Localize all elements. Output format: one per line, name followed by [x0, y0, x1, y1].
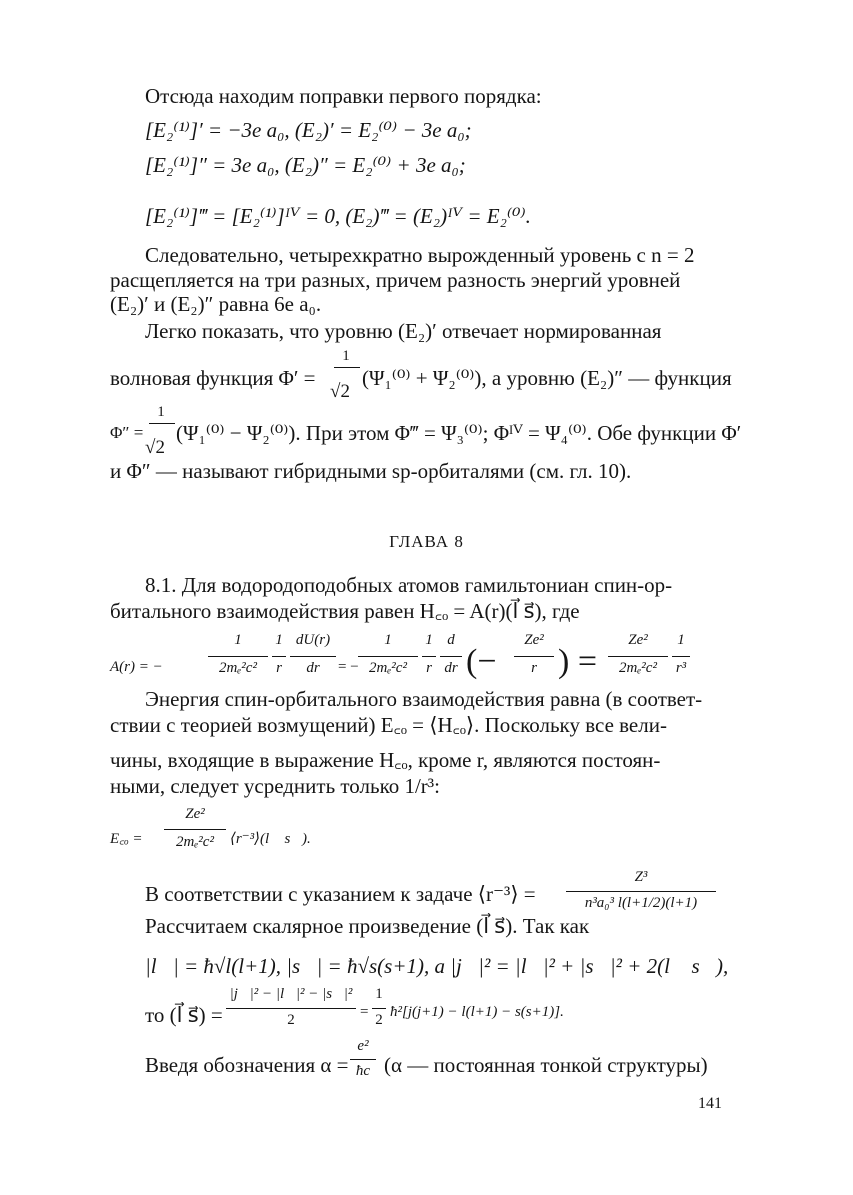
fraction-bar	[422, 656, 436, 657]
fraction-numerator: 1	[234, 632, 242, 648]
fraction-denominator: r	[276, 660, 282, 676]
fraction-bar	[350, 1059, 376, 1060]
text-line: Φ″ =	[110, 423, 144, 442]
fraction-denominator: dr	[306, 660, 320, 676]
fraction-bar	[372, 1008, 386, 1009]
equation-line: |l⃗| = ħ√l(l+1), |s⃗| = ħ√s(s+1), а |j⃗|² = |l⃗|² + |s⃗|² + 2(l⃗ s⃗),	[145, 954, 729, 978]
text-line: то (l⃗ s⃗) =	[145, 1003, 223, 1027]
text-line: (α — постоянная тонкой структуры)	[384, 1053, 708, 1077]
equation-line: [E₂⁽¹⁾]″ = 3e a₀, (E₂)″ = E₂⁽⁰⁾ + 3e a₀;	[145, 153, 466, 177]
text-line: волновая функция Φ′ =	[110, 366, 316, 390]
formula-label: A(r) = −	[110, 659, 163, 675]
fraction-bar	[164, 829, 226, 830]
text-line: 8.1. Для водородоподобных атомов гамильтониан спин-ор-	[145, 573, 673, 597]
fraction-bar	[358, 656, 418, 657]
text-line: Отсюда находим поправки первого порядка:	[145, 84, 542, 108]
text-line: расщепляется на три разных, причем разность энергий уровней	[110, 268, 681, 292]
equals-sign: =	[360, 1004, 369, 1020]
fraction-denominator: n³a₀³ l(l+1/2)(l+1)	[584, 895, 698, 911]
fraction-numerator: 1	[342, 348, 350, 364]
fraction-denominator: 2	[375, 1012, 383, 1028]
fraction-bar	[566, 891, 716, 892]
formula-tail: ⟨r⁻³⟩(l⃗ s⃗).	[230, 831, 311, 847]
fraction-bar	[672, 656, 690, 657]
fraction-bar	[149, 423, 175, 424]
equation-line: [E₂⁽¹⁾]‴ = [E₂⁽¹⁾]ᴵⱽ = 0, (E₂)‴ = (E₂)ᴵⱽ = E₂⁽⁰⁾.	[145, 204, 531, 228]
equation-line: [E₂⁽¹⁾]′ = −3e a₀, (E₂)′ = E₂⁽⁰⁾ − 3e a₀;	[145, 118, 472, 142]
fraction-denominator: 2mₑ²c²	[619, 660, 657, 676]
fraction-numerator: 1	[275, 632, 283, 648]
fraction-numerator: 1	[677, 632, 685, 648]
fraction-denominator: 2mₑ²c²	[369, 660, 407, 676]
fraction-denominator: r	[426, 660, 432, 676]
fraction-numerator: 1	[425, 632, 433, 648]
fraction-numerator: dU(r)	[295, 632, 331, 648]
fraction-denominator: 2mₑ²c²	[176, 834, 214, 850]
equals-sign: = −	[338, 659, 359, 675]
formula-tail: ħ²[j(j+1) − l(l+1) − s(s+1)].	[390, 1004, 564, 1020]
text-line: (Ψ₁⁽⁰⁾ + Ψ₂⁽⁰⁾), а уровню (E₂)″ — функция	[362, 366, 732, 390]
text-line: Рассчитаем скалярное произведение (l⃗ s⃗). Так как	[145, 914, 590, 938]
formula-label: E꜀ₒ =	[110, 831, 143, 847]
fraction-bar	[272, 656, 286, 657]
fraction-denominator: 2mₑ²c²	[219, 660, 257, 676]
fraction-numerator: Ze²	[524, 632, 544, 648]
fraction-numerator: Z³	[634, 869, 648, 885]
text-line: Легко показать, что уровню (E₂)′ отвечает нормированная	[145, 319, 662, 343]
text-line: ствии с теорией возмущений) E꜀ₒ = ⟨H꜀ₒ⟩. Поскольку все вели-	[110, 713, 667, 737]
open-paren: (−	[466, 643, 497, 680]
text-line: В соответствии с указанием к задаче ⟨r⁻³⟩ =	[145, 882, 536, 906]
page-number: 141	[698, 1095, 722, 1112]
text-line: Энергия спин-орбитального взаимодействия равна (в соответ-	[145, 687, 703, 711]
fraction-denominator: √2	[330, 381, 350, 402]
fraction-denominator: r	[531, 660, 537, 676]
text-line: чины, входящие в выражение H꜀ₒ, кроме r, являются постоян-	[110, 748, 661, 772]
text-line: ными, следует усреднить только 1/r³:	[110, 774, 440, 798]
fraction-bar	[440, 656, 462, 657]
fraction-bar	[208, 656, 268, 657]
text-line: и Φ″ — называют гибридными sp-орбиталями (см. гл. 10).	[110, 459, 632, 483]
close-paren: ) =	[558, 643, 597, 680]
text-line: (Ψ₁⁽⁰⁾ − Ψ₂⁽⁰⁾). При этом Φ‴ = Ψ₃⁽⁰⁾; Φᴵⱽ = Ψ₄⁽⁰⁾. Обе функции Φ′	[176, 421, 742, 445]
fraction-bar	[514, 656, 554, 657]
text-line: битального взаимодействия равен H꜀ₒ = A(r)(l⃗ s⃗), где	[110, 599, 580, 623]
fraction-numerator: 1	[384, 632, 392, 648]
fraction-bar	[290, 656, 336, 657]
fraction-denominator: √2	[145, 437, 165, 458]
fraction-denominator: ħc	[355, 1063, 371, 1079]
text-line: Следовательно, четырехкратно вырожденный уровень с n = 2	[145, 243, 695, 267]
fraction-numerator: 1	[157, 404, 165, 420]
fraction-numerator: |j⃗|² − |l⃗|² − |s⃗|²	[229, 986, 353, 1002]
fraction-numerator: Ze²	[628, 632, 648, 648]
fraction-denominator: r³	[675, 660, 687, 676]
text-line: Введя обозначения α =	[145, 1053, 349, 1077]
fraction-numerator: Ze²	[185, 806, 205, 822]
fraction-numerator: d	[447, 632, 455, 648]
fraction-numerator: e²	[357, 1038, 369, 1054]
chapter-heading: ГЛАВА 8	[389, 532, 464, 551]
fraction-denominator: dr	[444, 660, 458, 676]
text-line: (E₂)′ и (E₂)″ равна 6e a₀.	[110, 292, 322, 316]
fraction-denominator: 2	[287, 1012, 295, 1028]
fraction-bar	[226, 1008, 356, 1009]
fraction-bar	[334, 367, 360, 368]
fraction-numerator: 1	[375, 986, 383, 1002]
fraction-bar	[608, 656, 668, 657]
